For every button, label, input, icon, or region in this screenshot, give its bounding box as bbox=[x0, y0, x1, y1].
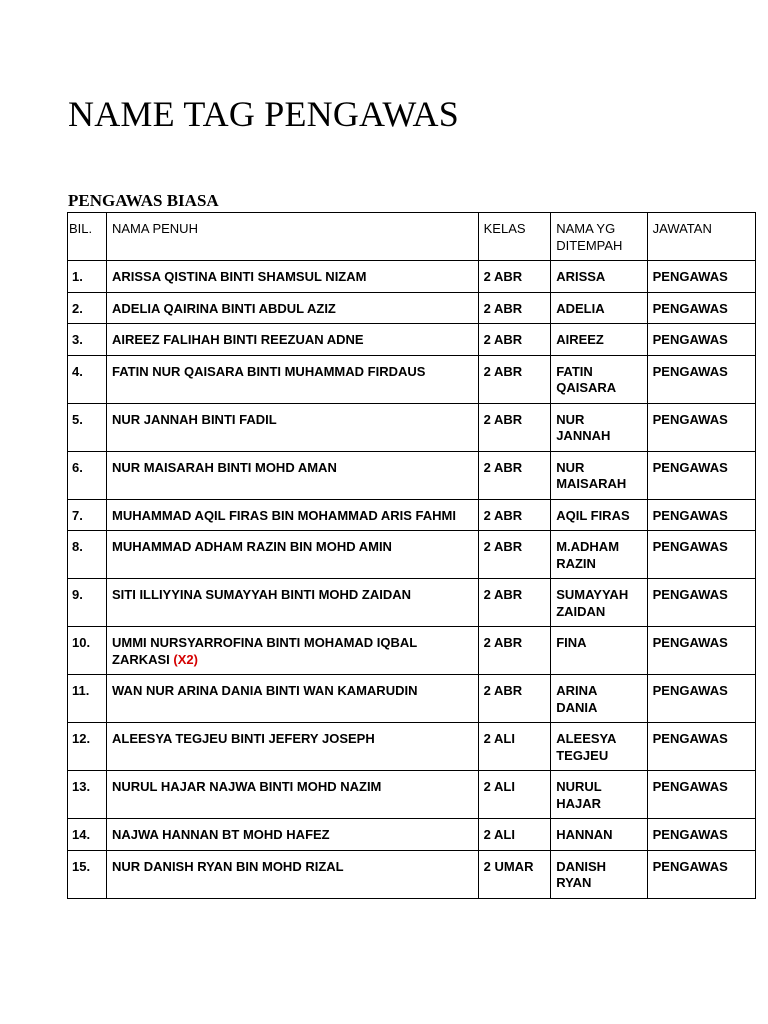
cell-nama-penuh bbox=[107, 819, 479, 851]
table-row bbox=[68, 324, 756, 356]
cell-kelas: 2 ABR bbox=[478, 451, 551, 499]
table-row bbox=[68, 355, 756, 403]
cell-jawatan: PENGAWAS bbox=[647, 771, 755, 819]
cell-nama-yg-ditempah: M.ADHAM RAZIN bbox=[551, 531, 647, 579]
cell-nama-yg-ditempah: ARISSA bbox=[551, 261, 647, 293]
cell-nama-yg-ditempah: NUR JANNAH bbox=[551, 403, 647, 451]
cell-jawatan: PENGAWAS bbox=[647, 292, 755, 324]
cell-jawatan: PENGAWAS bbox=[647, 451, 755, 499]
cell-jawatan: PENGAWAS bbox=[647, 403, 755, 451]
section-title: PENGAWAS BIASA bbox=[68, 191, 219, 210]
cell-jawatan: PENGAWAS bbox=[647, 531, 755, 579]
table-body bbox=[68, 261, 756, 899]
table-row bbox=[68, 451, 756, 499]
cell-nama-yg-ditempah: NUR MAISARAH bbox=[551, 451, 647, 499]
table-row bbox=[68, 723, 756, 771]
nama-penuh-text: NUR DANISH RYAN BIN MOHD RIZAL bbox=[112, 858, 344, 874]
cell-kelas: 2 ABR bbox=[478, 675, 551, 723]
header-bil: BIL. bbox=[68, 213, 107, 261]
cell-kelas: 2 ABR bbox=[478, 531, 551, 579]
cell-nama-penuh bbox=[107, 579, 479, 627]
cell-jawatan: PENGAWAS bbox=[647, 499, 755, 531]
cell-nama-penuh bbox=[107, 531, 479, 579]
cell-nama-yg-ditempah: ARINA DANIA bbox=[551, 675, 647, 723]
cell-nama-yg-ditempah: AQIL FIRAS bbox=[551, 499, 647, 531]
cell-nama-penuh bbox=[107, 324, 479, 356]
cell-bil: 10. bbox=[68, 627, 107, 675]
cell-nama-penuh bbox=[107, 292, 479, 324]
header-nama-yg-ditempah: NAMA YG DITEMPAH bbox=[551, 213, 647, 261]
cell-jawatan: PENGAWAS bbox=[647, 355, 755, 403]
cell-bil: 4. bbox=[68, 355, 107, 403]
cell-jawatan: PENGAWAS bbox=[647, 261, 755, 293]
cell-bil: 9. bbox=[68, 579, 107, 627]
header-nama-penuh: NAMA PENUH bbox=[107, 213, 479, 261]
cell-bil: 13. bbox=[68, 771, 107, 819]
cell-nama-penuh bbox=[107, 451, 479, 499]
cell-nama-penuh bbox=[107, 499, 479, 531]
cell-bil: 8. bbox=[68, 531, 107, 579]
cell-kelas: 2 ALI bbox=[478, 819, 551, 851]
cell-kelas: 2 UMAR bbox=[478, 850, 551, 898]
cell-jawatan: PENGAWAS bbox=[647, 723, 755, 771]
pengawas-table bbox=[67, 212, 756, 899]
nama-penuh-text: SITI ILLIYYINA SUMAYYAH BINTI MOHD ZAIDAN bbox=[112, 587, 412, 602]
cell-jawatan: PENGAWAS bbox=[647, 324, 755, 356]
header-kelas: KELAS bbox=[478, 213, 551, 261]
cell-kelas: 2 ABR bbox=[478, 355, 551, 403]
nama-penuh-text: NAJWA HANNAN BT MOHD HAFEZ bbox=[112, 827, 330, 842]
nama-penuh-text: ARISSA QISTINA BINTI SHAMSUL NIZAM bbox=[112, 269, 367, 284]
cell-nama-penuh bbox=[107, 771, 479, 819]
cell-nama-yg-ditempah: AIREEZ bbox=[551, 324, 647, 356]
table-row bbox=[68, 675, 756, 723]
table-row bbox=[68, 292, 756, 324]
nama-penuh-text: ADELIA QAIRINA BINTI ABDUL AZIZ bbox=[112, 300, 336, 316]
cell-bil: 3. bbox=[68, 324, 107, 356]
cell-nama-penuh bbox=[107, 261, 479, 293]
table-row bbox=[68, 579, 756, 627]
nama-penuh-text: NUR MAISARAH BINTI MOHD AMAN bbox=[112, 459, 337, 475]
cell-bil: 15. bbox=[68, 850, 107, 898]
cell-kelas: 2 ALI bbox=[478, 723, 551, 771]
header-jawatan: JAWATAN bbox=[647, 213, 755, 261]
cell-nama-yg-ditempah: FINA bbox=[551, 627, 647, 675]
nama-penuh-text: UMMI NURSYARROFINA BINTI MOHAMAD IQBAL ZARKASI bbox=[112, 635, 418, 667]
cell-nama-yg-ditempah: ALEESYA TEGJEU bbox=[551, 723, 647, 771]
cell-bil: 5. bbox=[68, 403, 107, 451]
cell-nama-yg-ditempah: DANISH RYAN bbox=[551, 850, 647, 898]
nama-penuh-text: NUR JANNAH BINTI FADIL bbox=[112, 411, 277, 427]
cell-jawatan: PENGAWAS bbox=[647, 675, 755, 723]
cell-nama-penuh bbox=[107, 627, 479, 675]
nama-penuh-text: NURUL HAJAR NAJWA BINTI MOHD NAZIM bbox=[112, 779, 382, 794]
cell-nama-yg-ditempah: NURUL HAJAR bbox=[551, 771, 647, 819]
cell-bil: 1. bbox=[68, 261, 107, 293]
cell-jawatan: PENGAWAS bbox=[647, 819, 755, 851]
nama-penuh-text: MUHAMMAD AQIL FIRAS BIN MOHAMMAD ARIS FAHMI bbox=[112, 507, 456, 523]
cell-bil: 14. bbox=[68, 819, 107, 851]
cell-kelas: 2 ABR bbox=[478, 627, 551, 675]
cell-nama-penuh bbox=[107, 403, 479, 451]
cell-bil: 11. bbox=[68, 675, 107, 723]
cell-nama-yg-ditempah: FATIN QAISARA bbox=[551, 355, 647, 403]
quantity-note: (X2) bbox=[173, 651, 198, 667]
document-title: NAME TAG PENGAWAS bbox=[68, 94, 459, 134]
cell-kelas: 2 ABR bbox=[478, 403, 551, 451]
table-row bbox=[68, 627, 756, 675]
cell-nama-penuh bbox=[107, 723, 479, 771]
cell-jawatan: PENGAWAS bbox=[647, 850, 755, 898]
table-row bbox=[68, 499, 756, 531]
cell-nama-penuh bbox=[107, 675, 479, 723]
cell-nama-yg-ditempah: HANNAN bbox=[551, 819, 647, 851]
cell-kelas: 2 ABR bbox=[478, 261, 551, 293]
nama-penuh-text: AIREEZ FALIHAH BINTI REEZUAN ADNE bbox=[112, 332, 364, 347]
cell-kelas: 2 ABR bbox=[478, 499, 551, 531]
cell-kelas: 2 ABR bbox=[478, 579, 551, 627]
nama-penuh-text: MUHAMMAD ADHAM RAZIN BIN MOHD AMIN bbox=[112, 539, 392, 554]
cell-kelas: 2 ALI bbox=[478, 771, 551, 819]
cell-jawatan: PENGAWAS bbox=[647, 627, 755, 675]
nama-penuh-text: ALEESYA TEGJEU BINTI JEFERY JOSEPH bbox=[112, 731, 375, 746]
cell-bil: 7. bbox=[68, 499, 107, 531]
table-row bbox=[68, 403, 756, 451]
cell-bil: 2. bbox=[68, 292, 107, 324]
cell-kelas: 2 ABR bbox=[478, 324, 551, 356]
table-row bbox=[68, 850, 756, 898]
cell-nama-yg-ditempah: ADELIA bbox=[551, 292, 647, 324]
nama-penuh-text: WAN NUR ARINA DANIA BINTI WAN KAMARUDIN bbox=[112, 683, 418, 698]
cell-nama-yg-ditempah: SUMAYYAH ZAIDAN bbox=[551, 579, 647, 627]
table-row bbox=[68, 261, 756, 293]
table-header-row bbox=[68, 213, 756, 261]
cell-nama-penuh bbox=[107, 355, 479, 403]
cell-kelas: 2 ABR bbox=[478, 292, 551, 324]
nama-penuh-text: FATIN NUR QAISARA BINTI MUHAMMAD FIRDAUS bbox=[112, 363, 426, 379]
cell-nama-penuh bbox=[107, 850, 479, 898]
cell-bil: 6. bbox=[68, 451, 107, 499]
table-row bbox=[68, 771, 756, 819]
table-row bbox=[68, 819, 756, 851]
table-row bbox=[68, 531, 756, 579]
cell-jawatan: PENGAWAS bbox=[647, 579, 755, 627]
cell-bil: 12. bbox=[68, 723, 107, 771]
